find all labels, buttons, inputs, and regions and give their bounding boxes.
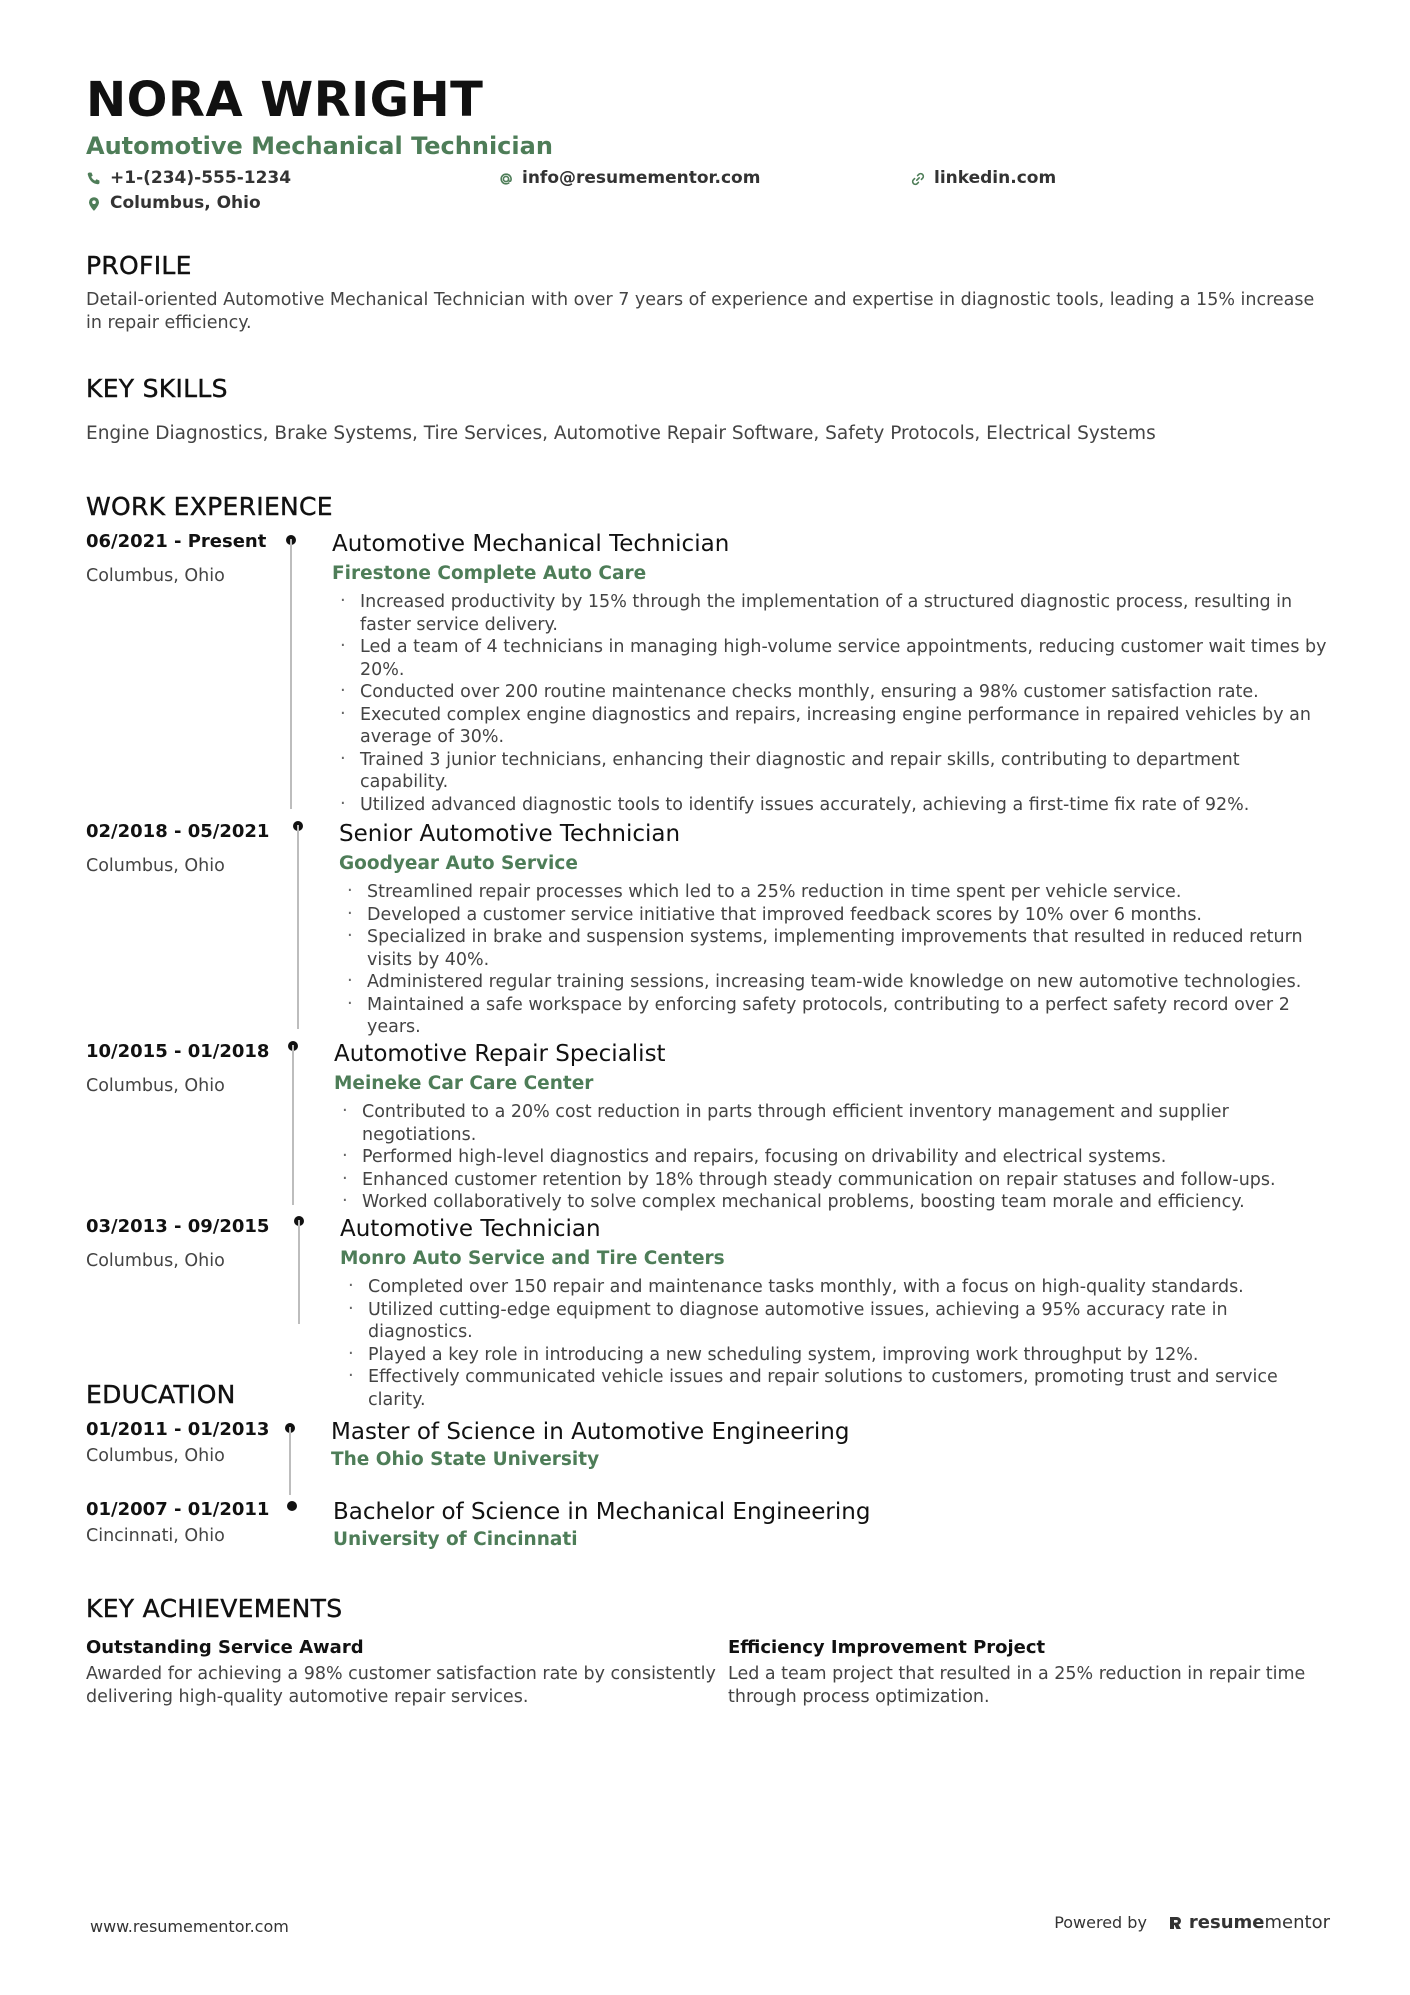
skills-heading: KEY SKILLS xyxy=(86,374,228,403)
brand-bold: resume xyxy=(1188,1912,1265,1933)
job-bullet: · Worked collaboratively to solve complex mechanical problems, boosting team morale and efficiency. xyxy=(334,1191,1331,1214)
education-entry xyxy=(86,1497,1331,1557)
job-bullet: · Effectively communicated vehicle issues and repair solutions to customers, promoting trust and service clarity. xyxy=(340,1366,1331,1411)
achievements-heading: KEY ACHIEVEMENTS xyxy=(86,1594,343,1623)
job-location: Columbus, Ohio xyxy=(86,856,225,876)
map-pin-icon xyxy=(86,196,102,212)
timeline-line xyxy=(290,539,292,809)
job-bullet: · Streamlined repair processes which led to a 25% reduction in time spent per vehicle service. xyxy=(339,881,1331,904)
job-bullet: · Increased productivity by 15% through the implementation of a structured diagnostic process, resulting in faster service delivery. xyxy=(332,591,1331,636)
job-bullet: · Specialized in brake and suspension systems, implementing improvements that resulted in reduced return visits by 40%. xyxy=(339,926,1331,971)
job-dates: 02/2018 - 05/2021 xyxy=(86,821,270,842)
job-bullet: · Contributed to a 20% cost reduction in parts through efficient inventory management and supplier negotiations. xyxy=(334,1101,1331,1146)
job-company: Firestone Complete Auto Care xyxy=(332,563,647,584)
brand-rest: mentor xyxy=(1264,1912,1330,1933)
education-dates: 01/2007 - 01/2011 xyxy=(86,1499,270,1520)
contact-row-2 xyxy=(86,191,1331,216)
achievements-row xyxy=(86,1635,1331,1709)
achievement-text: Led a team project that resulted in a 25% reduction in repair time through process optimization. xyxy=(728,1664,1306,1707)
job-dates: 03/2013 - 09/2015 xyxy=(86,1216,270,1237)
timeline-line xyxy=(292,1045,294,1205)
linkedin-text: linkedin.com xyxy=(934,168,1057,188)
job-entry xyxy=(86,529,1331,819)
phone-icon xyxy=(86,171,102,187)
powered-by-text: Powered by xyxy=(1054,1913,1147,1932)
candidate-name: NORA WRIGHT xyxy=(86,72,484,128)
job-bullet: · Administered regular training sessions, increasing team-wide knowledge on new automotive technologies. xyxy=(339,971,1331,994)
profile-summary: Detail-oriented Automotive Mechanical Technician with over 7 years of experience and expertise in diagnostic tools, leading a 15% increase in repair efficiency. xyxy=(86,290,1315,333)
timeline-line xyxy=(298,1220,300,1324)
job-bullet: · Maintained a safe workspace by enforcing safety protocols, contributing to a perfect safety record over 2 years. xyxy=(339,994,1331,1039)
job-bullet: · Performed high-level diagnostics and repairs, focusing on drivability and electrical systems. xyxy=(334,1146,1331,1169)
education-location: Columbus, Ohio xyxy=(86,1446,225,1466)
education-school: The Ohio State University xyxy=(331,1449,600,1470)
education-dates: 01/2011 - 01/2013 xyxy=(86,1419,270,1440)
achievement-item xyxy=(728,1635,1328,1709)
achievement-title: Efficiency Improvement Project xyxy=(728,1637,1046,1658)
timeline-line xyxy=(297,825,299,1029)
education-location: Cincinnati, Ohio xyxy=(86,1526,225,1546)
job-bullet: · Trained 3 junior technicians, enhancing their diagnostic and repair skills, contributing to department capability. xyxy=(332,749,1331,794)
job-bullet: · Executed complex engine diagnostics and repairs, increasing engine performance in repaired vehicles by an average of 30%. xyxy=(332,704,1331,749)
job-location: Columbus, Ohio xyxy=(86,566,225,586)
job-title: Senior Automotive Technician xyxy=(339,821,681,847)
skills-list: Engine Diagnostics, Brake Systems, Tire Services, Automotive Repair Software, Safety Protocols, Electrical Systems xyxy=(86,423,1156,444)
education-entry xyxy=(86,1417,1331,1497)
location-text: Columbus, Ohio xyxy=(110,193,261,213)
job-location: Columbus, Ohio xyxy=(86,1076,225,1096)
footer-website[interactable]: www.resumementor.com xyxy=(90,1917,289,1936)
job-bullet: · Developed a customer service initiative that improved feedback scores by 10% over 6 months. xyxy=(339,904,1331,927)
achievement-title: Outstanding Service Award xyxy=(86,1637,364,1658)
job-bullet: · Led a team of 4 technicians in managing high-volume service appointments, reducing customer wait times by 20%. xyxy=(332,636,1331,681)
education-degree: Bachelor of Science in Mechanical Engineering xyxy=(333,1499,871,1525)
contact-phone[interactable] xyxy=(86,166,498,191)
achievement-item xyxy=(86,1635,728,1709)
education-school: University of Cincinnati xyxy=(333,1529,578,1550)
job-dates: 06/2021 - Present xyxy=(86,531,267,552)
contact-location xyxy=(86,191,261,216)
job-bullet: · Completed over 150 repair and maintenance tasks monthly, with a focus on high-quality standards. xyxy=(340,1276,1331,1299)
job-company: Goodyear Auto Service xyxy=(339,853,578,874)
experience-heading: WORK EXPERIENCE xyxy=(86,492,333,521)
job-bullets xyxy=(340,1276,1331,1411)
job-dates: 10/2015 - 01/2018 xyxy=(86,1041,270,1062)
contact-email[interactable] xyxy=(498,166,910,191)
job-bullets xyxy=(339,881,1331,1039)
timeline-dot xyxy=(287,1501,297,1511)
job-bullet: · Utilized advanced diagnostic tools to identify issues accurately, achieving a first-time fix rate of 92%. xyxy=(332,794,1331,817)
job-bullet: · Utilized cutting-edge equipment to diagnose automotive issues, achieving a 95% accuracy rate in diagnostics. xyxy=(340,1299,1331,1344)
email-text: info@resumementor.com xyxy=(522,168,761,188)
contact-row xyxy=(86,166,1331,191)
job-bullet: · Enhanced customer retention by 18% through steady communication on repair statuses and follow-ups. xyxy=(334,1169,1331,1192)
education-heading: EDUCATION xyxy=(86,1380,236,1409)
job-entry xyxy=(86,819,1331,1039)
achievement-text: Awarded for achieving a 98% customer satisfaction rate by consistently delivering high-quality automotive repair services. xyxy=(86,1664,716,1707)
footer-branding xyxy=(1054,1912,1330,1933)
job-bullet: · Conducted over 200 routine maintenance checks monthly, ensuring a 98% customer satisfaction rate. xyxy=(332,681,1331,704)
link-icon xyxy=(910,171,926,187)
job-location: Columbus, Ohio xyxy=(86,1251,225,1271)
job-entry xyxy=(86,1039,1331,1214)
job-title: Automotive Repair Specialist xyxy=(334,1041,666,1067)
timeline-line xyxy=(289,1427,291,1495)
job-company: Monro Auto Service and Tire Centers xyxy=(340,1248,725,1269)
education-degree: Master of Science in Automotive Engineering xyxy=(331,1419,850,1445)
job-bullets xyxy=(332,591,1331,816)
contact-linkedin[interactable] xyxy=(910,166,1056,191)
at-sign-icon xyxy=(498,171,514,187)
resumementor-logo-icon xyxy=(1167,1915,1183,1931)
phone-text: +1-(234)-555-1234 xyxy=(110,168,292,188)
job-title: Automotive Mechanical Technician xyxy=(332,531,730,557)
profile-heading: PROFILE xyxy=(86,251,192,280)
job-title: Automotive Technician xyxy=(340,1216,601,1242)
job-company: Meineke Car Care Center xyxy=(334,1073,594,1094)
brand-logo[interactable] xyxy=(1167,1912,1330,1933)
resume-page xyxy=(86,72,1331,1709)
job-bullet: · Played a key role in introducing a new scheduling system, improving work throughput by 12%. xyxy=(340,1344,1331,1367)
job-bullets xyxy=(334,1101,1331,1214)
candidate-role: Automotive Mechanical Technician xyxy=(86,132,553,160)
